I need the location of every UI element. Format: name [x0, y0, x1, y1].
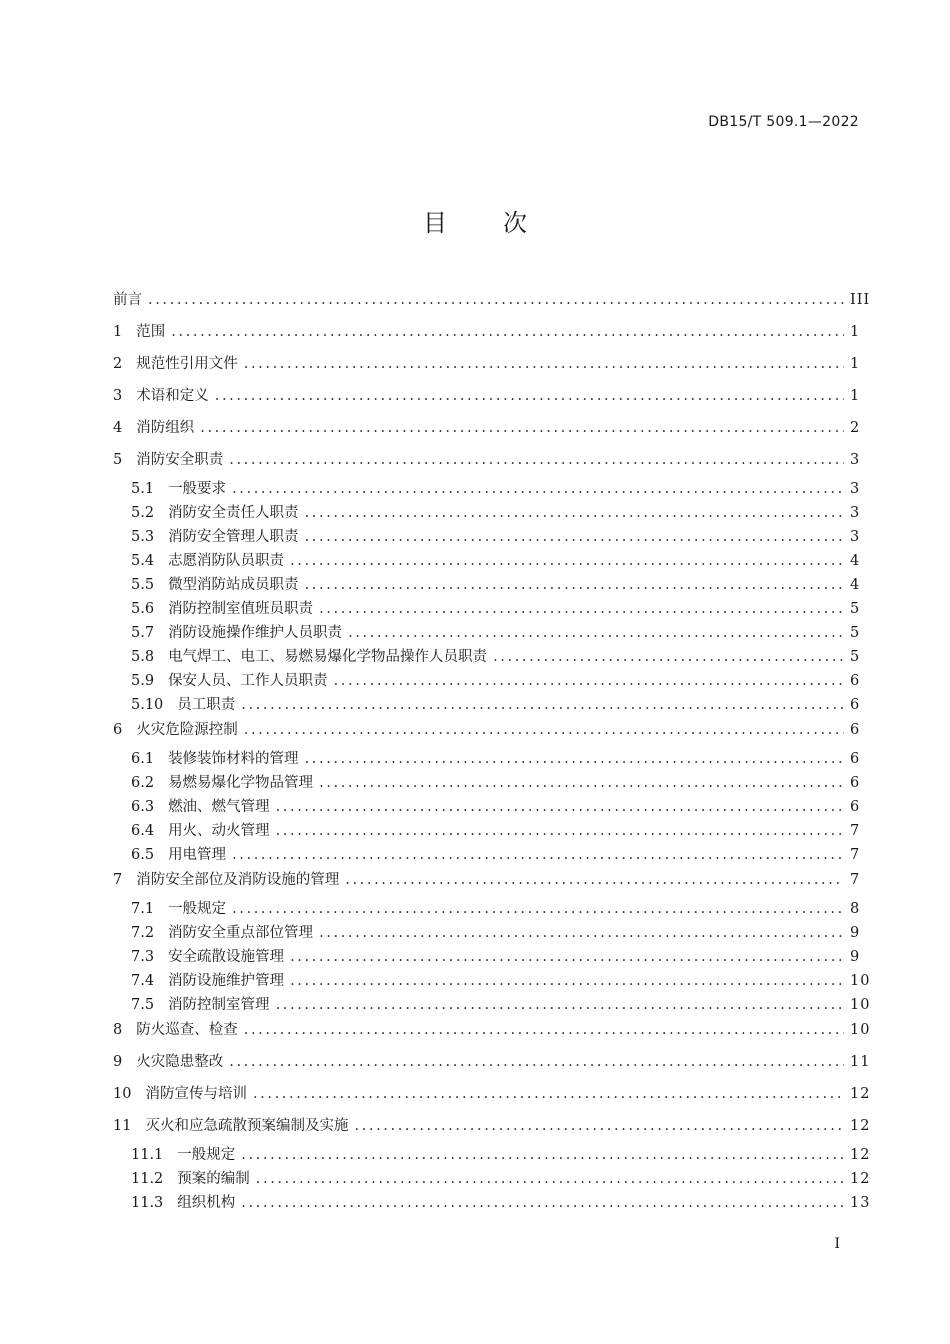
toc-entry-page: 5 [850, 625, 861, 641]
toc-leader-dots [319, 922, 844, 944]
page-number: I [834, 1236, 840, 1252]
toc-entry-number: 6.4 [131, 823, 155, 839]
toc-entry-page: 10 [850, 997, 871, 1013]
toc-entry-label: 一般规定 [177, 1147, 236, 1163]
toc-entry-page: 8 [850, 901, 861, 917]
toc-entry-label: 术语和定义 [136, 388, 209, 404]
toc-entry-label: 用电管理 [168, 847, 227, 863]
toc-entry-label: 微型消防站成员职责 [168, 577, 299, 593]
toc-entry-page: 6 [850, 697, 861, 713]
toc-entry-page: 6 [850, 673, 861, 689]
toc-entry-number: 6.3 [131, 799, 155, 815]
toc-entry-number: 5.3 [131, 529, 155, 545]
toc-leader-dots [232, 478, 844, 500]
toc-entry-label: 前言 [113, 292, 142, 308]
toc-leader-dots [305, 502, 844, 524]
toc-entry-number: 4 [113, 420, 123, 436]
toc-entry-number: 6.5 [131, 847, 155, 863]
toc-leader-dots [305, 574, 844, 596]
toc-entry-number: 5.5 [131, 577, 155, 593]
toc-entry[interactable] [113, 288, 871, 320]
toc-entry-number: 6.1 [131, 751, 155, 767]
toc-entry-label: 一般要求 [168, 481, 227, 497]
toc-entry-number: 1 [113, 324, 123, 340]
toc-leader-dots [345, 868, 844, 892]
toc-leader-dots [290, 970, 844, 992]
toc-entry[interactable] [113, 478, 860, 502]
toc-entry-number: 5.7 [131, 625, 155, 641]
toc-leader-dots [171, 320, 844, 344]
toc-entry-number: 5.2 [131, 505, 155, 521]
toc-entry-page: 5 [850, 601, 861, 617]
toc-entry-number: 9 [113, 1054, 123, 1070]
toc-entry-page: 6 [850, 722, 861, 738]
toc-entry-label: 消防设施维护管理 [168, 973, 285, 989]
toc-entry-page: 6 [850, 799, 861, 815]
toc-leader-dots [290, 550, 844, 572]
toc-entry-number: 5.6 [131, 601, 155, 617]
toc-entry-page: 3 [850, 529, 861, 545]
toc-entry-page: III [850, 292, 871, 308]
toc-leader-dots [215, 384, 844, 408]
toc-entry-number: 11 [113, 1118, 132, 1134]
toc-entry-number: 11.3 [131, 1195, 164, 1211]
toc-leader-dots [276, 820, 844, 842]
toc-entry[interactable] [113, 820, 860, 844]
toc-leader-dots [200, 416, 844, 440]
toc-leader-dots [319, 772, 844, 794]
toc-leader-dots [305, 748, 844, 770]
toc-entry[interactable] [113, 1082, 871, 1114]
toc-leader-dots [232, 844, 844, 866]
toc-entry-number: 5.4 [131, 553, 155, 569]
toc-entry[interactable] [113, 526, 860, 550]
toc-entry-label: 用火、动火管理 [168, 823, 270, 839]
toc-entry[interactable] [113, 844, 860, 868]
toc-entry[interactable] [113, 772, 860, 796]
toc-entry-page: 4 [850, 553, 861, 569]
toc-entry-number: 11.2 [131, 1171, 164, 1187]
toc-entry[interactable] [113, 574, 860, 598]
toc-entry[interactable] [113, 1144, 871, 1168]
toc-leader-dots [244, 1018, 844, 1042]
toc-entry-number: 8 [113, 1022, 123, 1038]
toc-entry-page: 1 [850, 388, 861, 404]
toc-entry-label: 燃油、燃气管理 [168, 799, 270, 815]
toc-entry-label: 消防安全责任人职责 [168, 505, 299, 521]
toc-entry-number: 7.1 [131, 901, 155, 917]
toc-entry[interactable] [113, 922, 860, 946]
toc-leader-dots [348, 622, 844, 644]
toc-entry[interactable] [113, 550, 860, 574]
toc-entry-label: 易燃易爆化学物品管理 [168, 775, 314, 791]
toc-entry[interactable] [113, 994, 871, 1018]
toc-entry[interactable] [113, 598, 860, 622]
toc-entry[interactable] [113, 448, 860, 478]
toc-entry-label: 消防安全重点部位管理 [168, 925, 314, 941]
toc-entry-page: 4 [850, 577, 861, 593]
toc-entry-number: 7.4 [131, 973, 155, 989]
toc-leader-dots [354, 1114, 844, 1138]
toc-entry-label: 消防宣传与培训 [145, 1086, 247, 1102]
toc-entry-page: 3 [850, 505, 861, 521]
toc-entry-number: 7.3 [131, 949, 155, 965]
toc-entry[interactable] [113, 1018, 871, 1050]
toc-entry-label: 安全疏散设施管理 [168, 949, 285, 965]
toc-leader-dots [276, 994, 844, 1016]
toc-entry-label: 志愿消防队员职责 [168, 553, 285, 569]
toc-entry-label: 组织机构 [177, 1195, 236, 1211]
toc-entry-number: 11.1 [131, 1147, 164, 1163]
toc-entry-page: 12 [850, 1171, 871, 1187]
toc-entry-label: 消防组织 [136, 420, 195, 436]
toc-leader-dots [334, 670, 844, 692]
toc-entry[interactable] [113, 416, 860, 448]
toc-entry-page: 3 [850, 481, 861, 497]
toc-entry-page: 10 [850, 1022, 871, 1038]
toc-entry-label: 消防控制室值班员职责 [168, 601, 314, 617]
toc-entry-page: 10 [850, 973, 871, 989]
toc-entry[interactable] [113, 970, 871, 994]
toc-leader-dots [241, 694, 844, 716]
toc-entry-number: 2 [113, 356, 123, 372]
toc-entry[interactable] [113, 898, 860, 922]
toc-leader-dots [229, 1050, 844, 1074]
toc-entry-number: 7.5 [131, 997, 155, 1013]
toc-entry[interactable] [113, 670, 860, 694]
toc-entry[interactable] [113, 694, 860, 718]
toc-entry-label: 消防安全管理人职责 [168, 529, 299, 545]
toc-leader-dots [319, 598, 844, 620]
toc-entry[interactable] [113, 502, 860, 526]
toc-leader-dots [232, 898, 844, 920]
toc-entry-number: 5.10 [131, 697, 164, 713]
toc-entry[interactable] [113, 1050, 871, 1082]
toc-entry[interactable] [113, 320, 860, 352]
toc-entry[interactable] [113, 718, 860, 748]
toc-entry-page: 7 [850, 872, 861, 888]
toc-leader-dots [241, 1144, 844, 1166]
toc-leader-dots [229, 448, 844, 472]
toc-entry-number: 5.9 [131, 673, 155, 689]
toc-leader-dots [493, 646, 844, 668]
toc-entry-page: 1 [850, 356, 861, 372]
toc-entry-page: 12 [850, 1118, 871, 1134]
toc-entry-page: 5 [850, 649, 861, 665]
toc-entry[interactable] [113, 1168, 871, 1192]
toc-entry-page: 2 [850, 420, 861, 436]
toc-entry-label: 员工职责 [177, 697, 236, 713]
toc-entry-page: 9 [850, 925, 861, 941]
toc-entry[interactable] [113, 646, 860, 670]
toc-entry-label: 火灾隐患整改 [136, 1054, 224, 1070]
toc-entry-number: 7.2 [131, 925, 155, 941]
page-title [0, 203, 950, 238]
toc-entry-label: 范围 [136, 324, 166, 340]
title-char-1: 目 [423, 209, 447, 237]
toc-entry-label: 装修装饰材料的管理 [168, 751, 299, 767]
toc-entry-page: 6 [850, 775, 861, 791]
toc-entry-page: 7 [850, 823, 861, 839]
toc-entry-number: 5.8 [131, 649, 155, 665]
toc-entry[interactable] [113, 622, 860, 646]
toc-entry[interactable] [113, 384, 860, 416]
toc-entry-page: 1 [850, 324, 861, 340]
toc-entry-number: 6.2 [131, 775, 155, 791]
toc-entry-label: 火灾危险源控制 [136, 722, 238, 738]
toc-leader-dots [256, 1168, 844, 1190]
toc-leader-dots [148, 288, 844, 312]
toc-entry-page: 7 [850, 847, 861, 863]
toc-entry-number: 7 [113, 872, 123, 888]
toc-entry-number: 6 [113, 722, 123, 738]
toc-entry-label: 规范性引用文件 [136, 356, 238, 372]
toc-entry-page: 3 [850, 452, 861, 468]
toc-entry[interactable] [113, 796, 860, 820]
toc-entry-number: 10 [113, 1086, 132, 1102]
toc-entry-page: 12 [850, 1147, 871, 1163]
toc-entry-label: 消防控制室管理 [168, 997, 270, 1013]
toc-entry-label: 消防安全部位及消防设施的管理 [136, 872, 340, 888]
toc-entry[interactable] [113, 1114, 871, 1144]
toc-entry-page: 13 [850, 1195, 871, 1211]
toc-entry-page: 12 [850, 1086, 871, 1102]
toc-entry-number: 5.1 [131, 481, 155, 497]
toc-entry-label: 消防安全职责 [136, 452, 224, 468]
toc-entry-number: 5 [113, 452, 123, 468]
toc-entry-label: 防火巡查、检查 [136, 1022, 238, 1038]
toc-leader-dots [305, 526, 844, 548]
toc-entry[interactable] [113, 352, 860, 384]
toc-entry-number: 3 [113, 388, 123, 404]
toc-leader-dots [244, 352, 844, 376]
toc-entry-page: 9 [850, 949, 861, 965]
toc-entry-label: 保安人员、工作人员职责 [168, 673, 328, 689]
toc-entry-page: 11 [850, 1054, 871, 1070]
toc-entry[interactable] [113, 748, 860, 772]
toc-entry[interactable] [113, 1192, 871, 1216]
toc-leader-dots [290, 946, 844, 968]
toc-entry-label: 一般规定 [168, 901, 227, 917]
toc-leader-dots [244, 718, 844, 742]
toc-leader-dots [276, 796, 844, 818]
toc-leader-dots [241, 1192, 844, 1214]
toc-entry-label: 灭火和应急疏散预案编制及实施 [145, 1118, 349, 1134]
table-of-contents [113, 288, 871, 1216]
document-code: DB15/T 509.1—2022 [708, 114, 859, 130]
toc-entry[interactable] [113, 946, 860, 970]
toc-entry-label: 电气焊工、电工、易燃易爆化学物品操作人员职责 [168, 649, 488, 665]
toc-entry-page: 6 [850, 751, 861, 767]
title-char-2: 次 [503, 209, 527, 237]
toc-entry-label: 消防设施操作维护人员职责 [168, 625, 343, 641]
toc-entry[interactable] [113, 868, 860, 898]
toc-leader-dots [253, 1082, 844, 1106]
toc-entry-label: 预案的编制 [177, 1171, 250, 1187]
